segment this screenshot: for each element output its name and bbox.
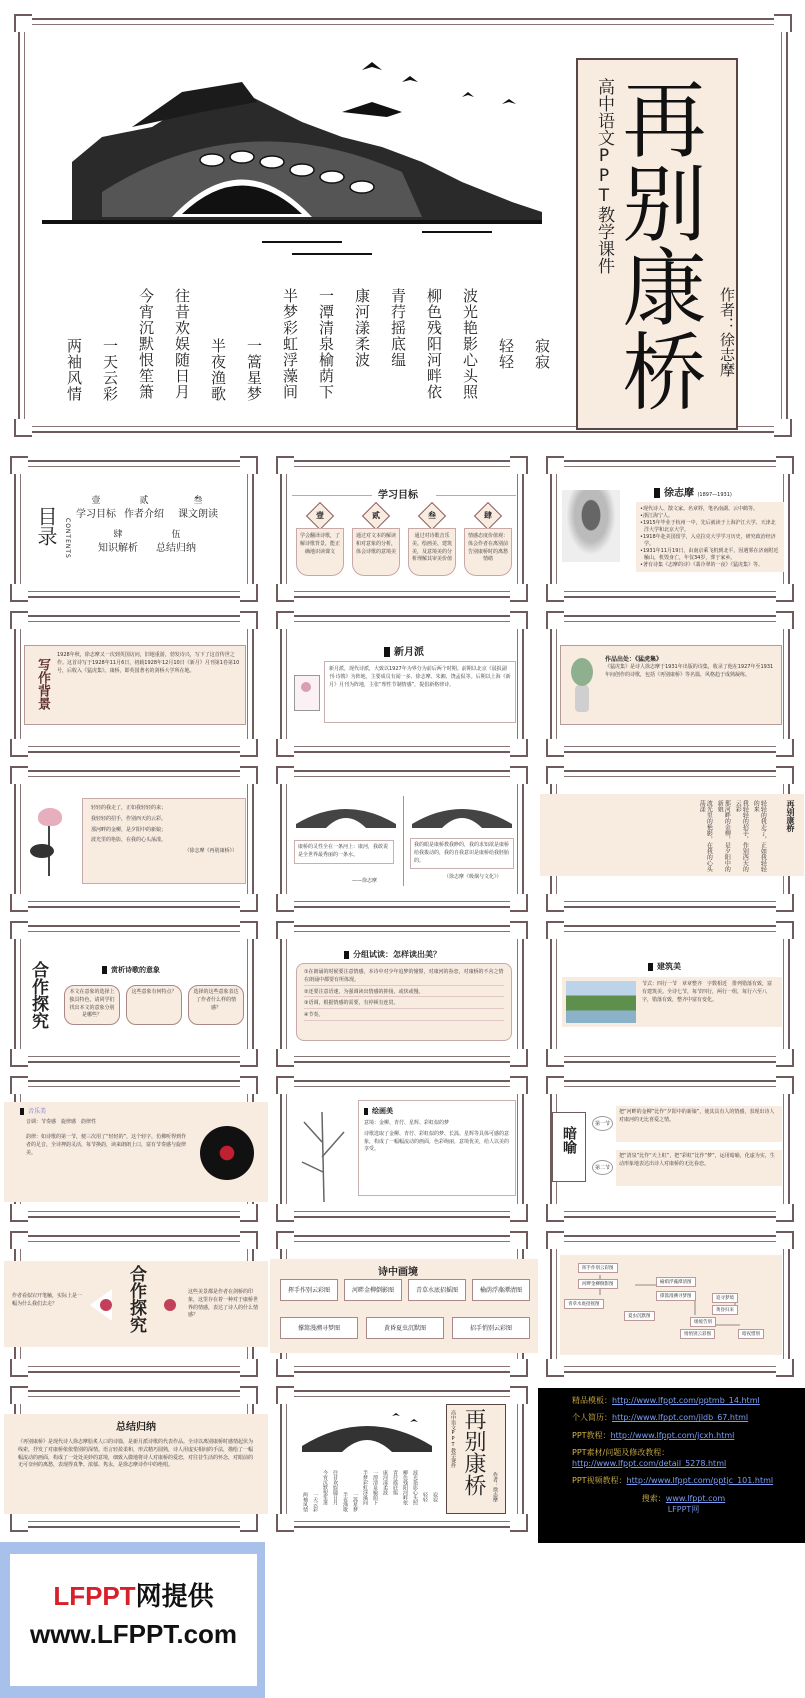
background-title: 写作背景 xyxy=(35,658,50,710)
toc-item[interactable] xyxy=(76,496,116,521)
bridge-illustration xyxy=(42,42,562,272)
coop1-header-row xyxy=(102,965,160,975)
search-link[interactable]: www.lfppt.com xyxy=(665,1494,726,1504)
metaphor-title: 暗喻 xyxy=(561,1126,577,1154)
coop1-header: 赏析诗歌的意象 xyxy=(111,966,160,974)
end-poem-column: 一天云彩 xyxy=(312,1492,318,1512)
scene-item: 河畔金柳倒影图 xyxy=(344,1279,402,1301)
metaphor-text: 把“清泉”比作“天上虹”，把“彩虹”比作“梦”，运用暗喻，化虚为实，生动形象地表达出诗人对康桥的无比眷恋。 xyxy=(616,1150,782,1186)
logo-line2: www.LFPPT.com xyxy=(29,1619,238,1649)
resource-link-label: 个人简历： xyxy=(572,1413,612,1423)
goal-text: 通过对诗歌音乐美、绘画美、建筑美，及意境美的分析理解其审美价值 xyxy=(408,528,456,576)
slide-end xyxy=(280,1390,524,1528)
toc-item-label: 知识解析 xyxy=(98,542,138,554)
toc-item[interactable] xyxy=(178,496,218,521)
scenes-title: 诗中画境 xyxy=(378,1267,418,1278)
coop1-question: 选择的这些意象表达了作者什么样的情感？ xyxy=(188,985,244,1025)
resource-link[interactable]: http://www.lfppt.com/jldb_67.html xyxy=(612,1413,749,1423)
menghu-text: 《猛虎集》是诗人徐志摩于1931年出版的诗集，收录了他在1927年至1931年间创作的诗歌，包括《再别康桥》等名篇，风格趋于成熟凝练。 xyxy=(605,664,774,678)
toc-item-num: 贰 xyxy=(139,496,149,506)
poem-column: 半梦彩虹浮藻间 xyxy=(281,288,299,400)
author-bullet: •著有诗集《志摩的诗》《翡冷翠的一夜》《猛虎集》等。 xyxy=(640,562,763,568)
author-dates: (1897—1931) xyxy=(697,492,732,498)
slide-group-read xyxy=(280,925,524,1063)
painting-text: 诗歌选取了金柳、青荇、彩虹似的梦、长篙、星辉等具体可感的意象，构成了一幅幅流动的画面，色彩绚丽，意境优美，给人以美的享受。 xyxy=(364,1130,510,1153)
coop2-right-text: 这些美景都是作者在剑桥的印象，这里存在着一种对于康桥世界的情感，表达了诗人的什么情感？ xyxy=(188,1289,259,1319)
goals-title: 学习目标 xyxy=(378,490,418,501)
slide-coop1 xyxy=(14,925,254,1063)
resource-link-label: PPT教程： xyxy=(572,1430,611,1440)
scene-item: 榆荫浮藻潭清图 xyxy=(472,1279,530,1301)
scene-map-item: 黄昏归来 xyxy=(712,1305,738,1315)
slide-painting xyxy=(280,1080,524,1218)
menghu-title: 作品出处：《猛虎集》 xyxy=(605,656,663,663)
poem-column: 一天云彩 xyxy=(101,338,119,402)
vertical-poem-title: 再别康桥 xyxy=(786,800,795,832)
resource-link[interactable]: http://www.lfppt.com/pptmb_14.html xyxy=(612,1396,760,1405)
end-poem-column: 波光艳影心头照 xyxy=(412,1470,418,1505)
slide-architecture xyxy=(550,925,790,1063)
hero-slide xyxy=(18,18,788,433)
toc-item-label: 总结归纳 xyxy=(156,542,196,554)
author-bullet: •浙江海宁人。 xyxy=(640,513,673,519)
scene-item: 撑篙漫溯寻梦图 xyxy=(280,1317,358,1339)
music-title: 音乐美 xyxy=(28,1108,47,1115)
end-poem-column: 往昔欢娱随日月 xyxy=(332,1470,338,1505)
author-photo xyxy=(562,490,620,562)
end-bridge-illustration xyxy=(292,1406,442,1466)
bridge-left-text: 康桥的灵性全在一条河上：康河，我敢说是全世界最秀丽的一条水。 xyxy=(294,840,394,864)
vase-plant-icon xyxy=(567,654,597,716)
music-header xyxy=(20,1106,46,1115)
reading-line: 我轻轻的招手，作别西天的云彩。 xyxy=(91,815,167,822)
toc-item-label: 作者介绍 xyxy=(124,508,164,520)
metaphor-tag: 第一节 xyxy=(592,1116,613,1131)
author-bullet: •现代诗人、散文家。名章垿，笔名南湖、云中鹤等。 xyxy=(640,506,758,512)
toc-item[interactable] xyxy=(156,530,196,555)
toc-item-num: 叁 xyxy=(193,496,203,506)
slide-metaphor xyxy=(550,1080,790,1218)
group-read-header xyxy=(344,949,441,960)
scene-map-item: 河畔金柳倒影图 xyxy=(578,1279,618,1289)
toc-item-label: 学习目标 xyxy=(76,508,116,520)
architecture-header xyxy=(648,961,681,972)
goal-num: 贰 xyxy=(372,511,380,520)
scene-map-item: 缓缓告别 xyxy=(690,1317,716,1327)
vertical-poem-column: 那河畔的金柳，是夕阳中的新娘 xyxy=(716,800,731,872)
group-read-item: ④节奏。 xyxy=(304,1012,504,1021)
vinyl-record-icon xyxy=(200,1126,254,1180)
scene-map-item: 悄悄别云彩图 xyxy=(680,1329,715,1339)
end-poem-column: 半夜渔歌 xyxy=(342,1492,348,1512)
scene-item: 青草水底招摇图 xyxy=(408,1279,466,1301)
toc-item-num: 壹 xyxy=(91,496,101,506)
coop2-title: 合作探究 xyxy=(126,1265,146,1333)
end-poem-column: 青荇摇底缊 xyxy=(392,1470,398,1495)
goal-num: 壹 xyxy=(316,511,324,520)
end-poem-column: 一潭清泉榆荫下 xyxy=(372,1470,378,1505)
scene-map-item: 追寻梦境 xyxy=(712,1293,738,1303)
author-bullets xyxy=(640,506,780,569)
coop2-left-text: 作者看似宕开笔触，实际上是一幅为什么我们去走？ xyxy=(12,1293,83,1307)
toc-title: 目录 xyxy=(34,506,58,546)
summary-text: 《再别康桥》是现代诗人徐志摩脍炙人口的诗篇，是新月派诗歌的代表作品。全诗以离别康桥时感情起伏为线索，抒发了对康桥依依惜别的深情。语言轻盈柔和，形式精巧圆熟，诗人用虚实相间的手法，描绘了一幅幅流动的画面，构成了一处处美妙的意境，细致入微地将诗人对康桥的爱恋，对往昔生活的怀念，对眼前的无可奈何的离愁，表现得真挚、浓郁、隽永，是徐志摩诗作中的绝唱。 xyxy=(18,1439,254,1469)
toc-item-num: 肆 xyxy=(113,530,123,540)
end-poem-column: 一篙星梦 xyxy=(352,1492,358,1512)
reading-note: （徐志摩《再别康桥》） xyxy=(184,848,237,854)
slide-reading xyxy=(14,770,254,908)
resource-link[interactable]: http://www.lfppt.com/jcxh.html xyxy=(610,1430,735,1440)
slide-summary xyxy=(14,1390,254,1528)
group-read-item: ②还要注意语速，为强调读出情感的抑扬，或快或慢。 xyxy=(304,989,504,998)
poem-column: 往昔欢娱随日月 xyxy=(173,288,191,400)
end-poem-column: 半梦彩虹浮藻间 xyxy=(362,1470,368,1505)
slide-vertical-poem xyxy=(550,770,795,908)
flower-badge-left-icon xyxy=(100,1299,112,1311)
slide-coop2 xyxy=(12,1235,259,1373)
scene-map-item: 青草水底招摇图 xyxy=(564,1299,604,1309)
end-poem-column: 今宵沉默恨笙箫 xyxy=(322,1470,328,1505)
group-read-item: ①在朗诵的时候要注意情感，本诗中对少年追梦的憧憬，对康河的眷恋，对康桥的不舍之情在朗诵中都要有所体现。 xyxy=(304,969,504,986)
group-read-title: 分组试读：怎样读出美？ xyxy=(353,950,441,959)
hero-subtitle: 高中语文PPT教学课件 xyxy=(594,78,614,274)
resource-link-label: 精品模板： xyxy=(572,1396,612,1405)
resource-link-row xyxy=(572,1413,795,1423)
end-poem-column: 两袖风情 xyxy=(302,1492,308,1512)
xinyue-text: 新月派，现代诗派，大致以1927年为界分为前后两个时期。前期以北京《晨报副刊·诗镌》为阵地，主要成员有闻一多、徐志摩、朱湘、饶孟侃等。后期以上海《新月》月刊为阵地，主张“理性节制情感”，提倡新格律诗。 xyxy=(329,666,511,688)
coop1-question: 这些意象有何特点？ xyxy=(126,985,182,1025)
metaphor-text: 把“河畔的金柳”比作“夕阳中的新娘”，使其具有人的情感，表现出诗人对康河的无比喜爱之情。 xyxy=(616,1106,782,1142)
resource-links xyxy=(572,1396,795,1486)
goal-num: 叁 xyxy=(428,511,436,520)
bridge-left-cite: ——徐志摩 xyxy=(352,878,378,884)
hero-author: 作者：徐志摩 xyxy=(718,287,736,377)
search-row xyxy=(572,1493,795,1515)
author-bullet: •1918年赴美国留学，入克拉克大学学习历史，研究政治经济学。 xyxy=(640,534,776,547)
vertical-poem-column: 我轻轻的招手，作别西天的云彩 xyxy=(734,800,749,872)
author-name-row xyxy=(654,484,732,499)
goal-text: 通过对文本的解读和对意象的分析，体会诗歌的意境美 xyxy=(352,528,400,576)
resource-link-row xyxy=(572,1448,795,1469)
bridge-right-text: 我的眼是康桥教我睁的，我的求知欲是康桥给我拨动的，我的自我意识是康桥给我胚胎的。 xyxy=(410,838,514,869)
goal-num: 肆 xyxy=(484,511,492,520)
group-read-items xyxy=(304,969,504,1021)
author-bullet: •1931年11月19日，由南京乘飞机到北平，因遇雾在济南附近触山，机毁身亡，年仅34岁，葬于家乡。 xyxy=(640,548,779,561)
reading-line: 那河畔的金柳，是夕阳中的新娘； xyxy=(91,826,167,833)
slide-bridge-quotes xyxy=(280,770,524,908)
xinyue-title: 新月派 xyxy=(394,647,424,658)
poem-column: 半夜渔歌 xyxy=(209,338,227,402)
end-author: 作者：徐志摩 xyxy=(492,1472,498,1502)
poem-column: 一潭清泉榆荫下 xyxy=(317,288,335,400)
lfppt-logo-card xyxy=(0,1542,265,1698)
coop1-title: 合作探究 xyxy=(28,961,48,1029)
end-poem-column: 轻轻 xyxy=(422,1492,428,1502)
resource-link-label: PPT视频教程： xyxy=(572,1475,627,1485)
logo-black: 网提供 xyxy=(135,1581,214,1611)
music-text: 韵律：如诗歌的第一节，便三次用了“轻轻的”，这个轻字，仿佛听得到作者的足音，全诗押韵灵活，每节换韵，读来朗朗上口，富有节奏感与旋律美。 xyxy=(26,1134,187,1156)
resource-link-row xyxy=(572,1476,795,1486)
hero-title: 再别康桥 xyxy=(609,76,707,412)
scene-map-item: 暗夜惜别 xyxy=(738,1329,764,1339)
goal-text: 学会翻译诗歌，了解诗歌背景，能正确地识读课文 xyxy=(296,528,344,576)
resource-links-panel xyxy=(538,1388,805,1543)
poem-column: 轻轻 xyxy=(497,338,515,370)
reading-line: 轻轻的我走了，正如我轻轻的来； xyxy=(91,805,167,811)
logo-red: LFPPT xyxy=(53,1581,136,1611)
end-poem-column: 寂寂 xyxy=(432,1492,438,1502)
architecture-title: 建筑美 xyxy=(657,962,681,971)
scene-item: 招手悄别云彩图 xyxy=(452,1317,530,1339)
painting-title: 绘画美 xyxy=(372,1107,393,1115)
poem-column: 两袖风情 xyxy=(65,338,83,402)
bridge-sketch-left xyxy=(296,794,396,832)
slide-background xyxy=(14,615,254,753)
slide-scene-map xyxy=(550,1235,790,1373)
scene-map-item: 挥手作别云彩图 xyxy=(578,1263,618,1273)
slide-scenes xyxy=(280,1235,524,1373)
group-read-item: ③语调，根据情感的需要，有停顿有连贯。 xyxy=(304,1000,504,1009)
search-label: 搜索： xyxy=(641,1494,666,1504)
logo-inner xyxy=(10,1554,257,1686)
end-title: 再别康桥 xyxy=(461,1408,486,1496)
end-subtitle: 高中语文PPT教学课件 xyxy=(450,1410,456,1468)
architecture-text: 节式：四行一节 章章整齐 字数相近 排列错落有致，富有建筑美。全诗七节，每节四行，两行一组，每行六至八字，错落有致，整齐中富有变化。 xyxy=(642,981,773,1003)
author-bullet: •1915年毕业于杭州一中，先后就读于上海沪江大学、天津北洋大学和北京大学。 xyxy=(640,520,776,533)
scene-item: 挥手作别云彩图 xyxy=(280,1279,338,1301)
goal-text: 情感态度价值观：体会作者在离别前告别康桥时的离愁情绪 xyxy=(464,528,512,576)
slide-xinyue xyxy=(280,615,524,753)
reading-line: 波光里的艳影，在我的心头荡漾。 xyxy=(91,837,167,844)
xinyue-figure xyxy=(294,675,320,711)
poem-column: 柳色残阳河畔依 xyxy=(425,288,443,400)
resource-link-row xyxy=(572,1431,795,1441)
search-brand: LFPPT网 xyxy=(667,1505,700,1515)
resource-link-label: PPT素材/问题及修改教程： xyxy=(572,1448,670,1458)
background-text: 1928年秋，徐志摩又一次到英国访问，旧地重游，勃发诗兴，写下了这首传世之作。这首诗写于1928年11月6日，初载1928年12月10日《新月》月刊第1卷第10号，后收入《猛虎集》。康桥，即英国著名的剑桥大学所在地。 xyxy=(57,652,240,674)
vertical-poem-column: 波光里的艳影，在我的心头荡漾 xyxy=(698,800,713,872)
end-poem-column: 康河漾柔波 xyxy=(382,1470,388,1495)
resource-link[interactable]: http://www.lfppt.com/pptjc_101.html xyxy=(626,1475,774,1485)
lotus-icon xyxy=(30,804,70,884)
bridge-sketch-right xyxy=(412,794,512,832)
toc-item[interactable] xyxy=(98,530,138,555)
slide-author xyxy=(550,460,790,598)
slide-toc xyxy=(14,460,254,598)
bamboo-ink-icon xyxy=(294,1102,354,1202)
poem-column: 青荇摇底缊 xyxy=(389,288,407,368)
poem-column: 波光艳影心头照 xyxy=(461,288,479,400)
flower-badge-right-icon xyxy=(164,1299,176,1311)
resource-link[interactable]: http://www.lfppt.com/detail_5278.html xyxy=(572,1458,727,1468)
reading-lines xyxy=(91,805,237,845)
scene-item: 黄昏夏虫沉默图 xyxy=(366,1317,444,1339)
author-name: 徐志摩 xyxy=(664,488,694,499)
bridge-photo xyxy=(566,981,636,1023)
music-tags: 音调：节奏感 旋律感 韵律性 xyxy=(26,1119,97,1125)
scene-map-item: 夏虫沉默图 xyxy=(624,1311,655,1321)
poem-column: 今宵沉默恨笙箫 xyxy=(137,288,155,400)
painting-tags: 意境：金柳、青荇、星辉、彩虹似的梦 xyxy=(364,1120,450,1126)
scene-map-item: 榆荫浮藻潭清图 xyxy=(656,1277,696,1287)
resource-link-row xyxy=(572,1396,795,1406)
xinyue-header xyxy=(384,643,424,658)
toc-subtitle: CONTENTS xyxy=(64,518,71,559)
logo-line1 xyxy=(10,1576,257,1613)
toc-item[interactable] xyxy=(124,496,164,521)
scene-map-item: 撑篙漫溯寻梦图 xyxy=(656,1291,696,1301)
end-poem-column: 柳色残阳河畔依 xyxy=(402,1470,408,1505)
coop1-question: 本文在意象的选择上独具特色，请同学们找出本文的意象分别是哪些？ xyxy=(64,985,120,1025)
poem-column: 寂寂 xyxy=(533,338,551,370)
slide-music xyxy=(14,1080,254,1218)
slide-menghu xyxy=(550,615,790,753)
summary-title: 总结归纳 xyxy=(116,1422,156,1433)
bridge-right-cite: （徐志摩《吸烟与文化》） xyxy=(444,874,502,880)
poem-column: 康河漾柔波 xyxy=(353,288,371,368)
metaphor-tag: 第二节 xyxy=(592,1160,613,1175)
slide-goals xyxy=(280,460,524,598)
painting-header xyxy=(364,1106,510,1116)
poem-column: 一篙星梦 xyxy=(245,338,263,402)
toc-item-num: 伍 xyxy=(171,530,181,540)
toc-item-label: 课文朗读 xyxy=(178,508,218,520)
vertical-poem-column: 轻轻的我走了，正如我轻轻的来 xyxy=(752,800,767,872)
